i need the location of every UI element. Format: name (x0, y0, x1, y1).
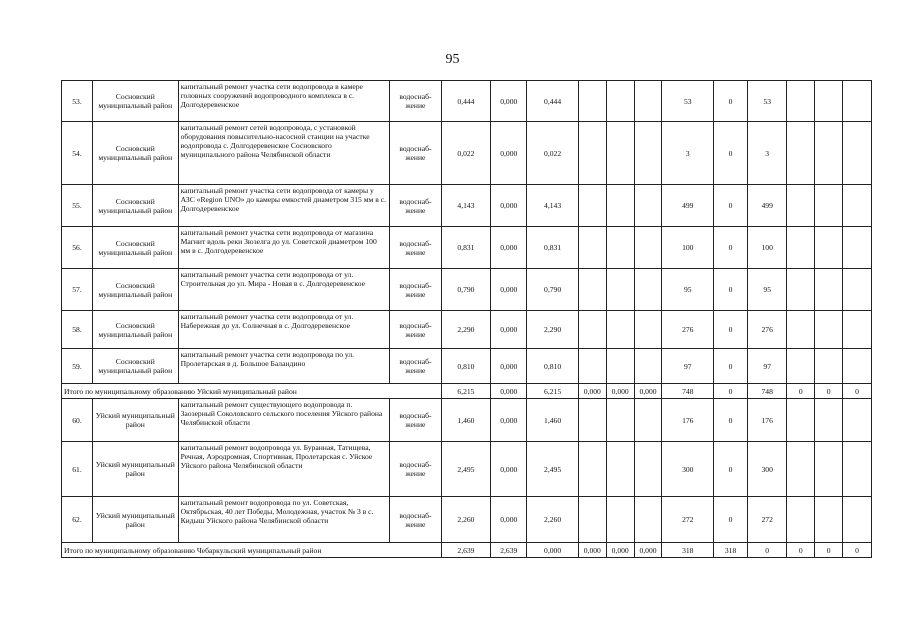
value-cell (843, 349, 872, 384)
value-cell (578, 349, 606, 384)
value-cell (843, 311, 872, 349)
value-cell: 97 (662, 349, 714, 384)
value-cell (578, 227, 606, 269)
value-cell (843, 442, 872, 497)
value-cell: 272 (662, 497, 714, 543)
page-number: 95 (445, 52, 460, 67)
value-cell: 0,000 (634, 384, 662, 399)
description-cell: капитальный ремонт участка сети водопровода в камере головных сооружений водопроводного комплекса в с. Долгодеревенское (178, 81, 390, 122)
service-type-cell: водоснаб-жение (390, 227, 442, 269)
value-cell (787, 81, 815, 122)
value-cell (606, 311, 634, 349)
value-cell: 499 (662, 185, 714, 227)
district-cell: Уйский муниципальный район (92, 442, 178, 497)
service-type-cell: водоснаб-жение (390, 442, 442, 497)
value-cell (815, 349, 843, 384)
district-cell: Сосновский муниципальный район (92, 311, 178, 349)
value-cell: 2,495 (441, 442, 491, 497)
value-cell (634, 497, 662, 543)
value-cell (634, 442, 662, 497)
value-cell (606, 227, 634, 269)
value-cell: 748 (748, 384, 787, 399)
value-cell: 176 (748, 399, 787, 442)
value-cell: 0,000 (606, 543, 634, 558)
value-cell: 0,000 (491, 311, 527, 349)
value-cell (606, 349, 634, 384)
district-cell: Сосновский муниципальный район (92, 185, 178, 227)
value-cell (843, 122, 872, 185)
district-cell: Сосновский муниципальный район (92, 122, 178, 185)
value-cell (843, 399, 872, 442)
value-cell (578, 442, 606, 497)
value-cell: 0 (714, 384, 748, 399)
value-cell: 100 (662, 227, 714, 269)
value-cell: 276 (662, 311, 714, 349)
value-cell: 0,790 (441, 269, 491, 311)
value-cell (787, 311, 815, 349)
value-cell: 95 (748, 269, 787, 311)
service-type-cell: водоснаб-жение (390, 349, 442, 384)
value-cell (606, 497, 634, 543)
district-cell: Сосновский муниципальный район (92, 227, 178, 269)
value-cell: 53 (662, 81, 714, 122)
value-cell: 0,000 (491, 349, 527, 384)
service-type-cell: водоснаб-жение (390, 399, 442, 442)
value-cell (815, 399, 843, 442)
value-cell: 0,000 (491, 122, 527, 185)
value-cell: 0,000 (491, 384, 527, 399)
value-cell: 0,022 (527, 122, 579, 185)
value-cell (606, 399, 634, 442)
value-cell: 3 (748, 122, 787, 185)
value-cell (578, 81, 606, 122)
value-cell: 0 (714, 442, 748, 497)
value-cell (815, 311, 843, 349)
value-cell: 6,215 (527, 384, 579, 399)
value-cell: 0 (748, 543, 787, 558)
table-row (62, 227, 872, 269)
value-cell (606, 122, 634, 185)
value-cell: 276 (748, 311, 787, 349)
value-cell (606, 185, 634, 227)
district-cell: Сосновский муниципальный район (92, 269, 178, 311)
value-cell: 0,831 (527, 227, 579, 269)
row-number: 54. (62, 122, 93, 185)
value-cell: 318 (662, 543, 714, 558)
value-cell (787, 185, 815, 227)
description-cell: капитальный ремонт участка сети водопровода от магазина Магнит вдоль реки Зюзелга до ул. Советской диаметром 100 мм в с. Долгодеревенское (178, 227, 390, 269)
value-cell (787, 349, 815, 384)
value-cell (578, 311, 606, 349)
value-cell: 0,790 (527, 269, 579, 311)
row-number: 55. (62, 185, 93, 227)
value-cell: 748 (662, 384, 714, 399)
value-cell: 0,000 (527, 543, 579, 558)
value-cell (815, 497, 843, 543)
value-cell (578, 122, 606, 185)
value-cell: 4,143 (441, 185, 491, 227)
value-cell: 3 (662, 122, 714, 185)
table-row (62, 399, 872, 442)
value-cell (787, 442, 815, 497)
value-cell (843, 81, 872, 122)
value-cell: 0 (714, 122, 748, 185)
value-cell: 0,000 (491, 442, 527, 497)
value-cell: 1,460 (527, 399, 579, 442)
value-cell: 0 (714, 497, 748, 543)
value-cell: 0,000 (606, 384, 634, 399)
value-cell: 0 (787, 543, 815, 558)
district-cell: Уйский муниципальный район (92, 497, 178, 543)
table-row (62, 349, 872, 384)
value-cell (634, 185, 662, 227)
row-number: 56. (62, 227, 93, 269)
service-type-cell: водоснаб-жение (390, 269, 442, 311)
value-cell: 0,000 (634, 543, 662, 558)
table-row (62, 497, 872, 543)
description-cell: капитальный ремонт участка сети водопровода от ул. Строительная до ул. Мира - Новая в с. Долгодеревенское (178, 269, 390, 311)
total-row (62, 543, 872, 558)
value-cell (815, 81, 843, 122)
value-cell: 0 (714, 399, 748, 442)
value-cell (634, 227, 662, 269)
value-cell: 0,810 (527, 349, 579, 384)
value-cell: 0 (714, 269, 748, 311)
value-cell: 4,143 (527, 185, 579, 227)
value-cell (634, 269, 662, 311)
value-cell: 300 (748, 442, 787, 497)
value-cell (634, 399, 662, 442)
description-cell: капитальный ремонт участка сети водопровода по ул. Пролетарская в д. Большое Баландино (178, 349, 390, 384)
value-cell: 0 (815, 384, 843, 399)
value-cell (606, 269, 634, 311)
value-cell: 0,000 (491, 185, 527, 227)
value-cell: 0,000 (491, 227, 527, 269)
value-cell: 100 (748, 227, 787, 269)
value-cell: 0 (843, 543, 872, 558)
value-cell (843, 497, 872, 543)
value-cell: 0 (714, 185, 748, 227)
value-cell (578, 399, 606, 442)
value-cell (843, 185, 872, 227)
district-cell: Сосновский муниципальный район (92, 81, 178, 122)
service-type-cell: водоснаб-жение (390, 122, 442, 185)
value-cell: 0,810 (441, 349, 491, 384)
value-cell (787, 227, 815, 269)
value-cell (787, 497, 815, 543)
value-cell: 0,000 (578, 543, 606, 558)
value-cell (815, 122, 843, 185)
value-cell: 0 (714, 81, 748, 122)
row-number: 61. (62, 442, 93, 497)
description-cell: капитальный ремонт водопровода ул. Буранная, Татищева, Речная, Аэродромная, Спортивная, Пролетарская с. Уйское Уйского района Челябинской области (178, 442, 390, 497)
value-cell: 176 (662, 399, 714, 442)
description-cell: капитальный ремонт участка сети водопровода от камеры у АЗС «Region UNO» до камеры емкостей диаметром 315 мм в с. Долгодеревенское (178, 185, 390, 227)
value-cell: 0 (714, 311, 748, 349)
value-cell: 2,290 (441, 311, 491, 349)
value-cell: 0,000 (491, 81, 527, 122)
description-cell: капитальный ремонт водопровода по ул. Советская, Октябрьская, 40 лет Победы, Молодежная, участок № 3 в с. Кидыш Уйского района Челябинской области (178, 497, 390, 543)
service-type-cell: водоснаб-жение (390, 311, 442, 349)
value-cell: 97 (748, 349, 787, 384)
row-number: 58. (62, 311, 93, 349)
row-number: 53. (62, 81, 93, 122)
value-cell: 0 (843, 384, 872, 399)
value-cell (787, 269, 815, 311)
value-cell: 0 (714, 227, 748, 269)
value-cell: 0,000 (491, 399, 527, 442)
value-cell (843, 269, 872, 311)
value-cell (578, 269, 606, 311)
value-cell (634, 81, 662, 122)
value-cell: 0,000 (578, 384, 606, 399)
value-cell (787, 399, 815, 442)
value-cell: 318 (714, 543, 748, 558)
value-cell (815, 185, 843, 227)
table-row (62, 185, 872, 227)
value-cell: 1,460 (441, 399, 491, 442)
row-number: 57. (62, 269, 93, 311)
value-cell: 0,831 (441, 227, 491, 269)
value-cell: 0,444 (527, 81, 579, 122)
value-cell: 2,260 (441, 497, 491, 543)
value-cell: 0,000 (491, 497, 527, 543)
table-row (62, 442, 872, 497)
row-number: 62. (62, 497, 93, 543)
value-cell: 2,639 (441, 543, 491, 558)
value-cell: 0 (815, 543, 843, 558)
value-cell (843, 227, 872, 269)
value-cell (815, 442, 843, 497)
value-cell: 6,215 (441, 384, 491, 399)
value-cell (815, 227, 843, 269)
value-cell: 0 (787, 384, 815, 399)
total-label: Итого по муниципальному образованию Чебаркульский муниципальный район (62, 543, 442, 558)
value-cell: 2,639 (491, 543, 527, 558)
value-cell: 0 (714, 349, 748, 384)
table-body (62, 81, 872, 558)
value-cell (634, 311, 662, 349)
value-cell (578, 497, 606, 543)
value-cell: 0,022 (441, 122, 491, 185)
district-cell: Сосновский муниципальный район (92, 349, 178, 384)
service-type-cell: водоснаб-жение (390, 81, 442, 122)
value-cell (634, 122, 662, 185)
value-cell: 2,495 (527, 442, 579, 497)
row-number: 59. (62, 349, 93, 384)
table-row (62, 122, 872, 185)
description-cell: капитальный ремонт участка сети водопровода от ул. Набережная до ул. Солнечная в с. Долгодеревенское (178, 311, 390, 349)
value-cell (815, 269, 843, 311)
district-cell: Уйский муниципальный район (92, 399, 178, 442)
table-row (62, 81, 872, 122)
value-cell: 0,444 (441, 81, 491, 122)
table-row (62, 311, 872, 349)
total-label: Итого по муниципальному образованию Уйский муниципальный район (62, 384, 442, 399)
value-cell (787, 122, 815, 185)
value-cell: 300 (662, 442, 714, 497)
description-cell: капитальный ремонт существующего водопровода п. Заозерный Соколовского сельского поселения Уйского района Челябинской области (178, 399, 390, 442)
value-cell: 2,290 (527, 311, 579, 349)
value-cell: 499 (748, 185, 787, 227)
value-cell (606, 81, 634, 122)
value-cell (578, 185, 606, 227)
value-cell: 53 (748, 81, 787, 122)
register-table (61, 80, 872, 558)
value-cell: 272 (748, 497, 787, 543)
value-cell: 0,000 (491, 269, 527, 311)
value-cell (634, 349, 662, 384)
row-number: 60. (62, 399, 93, 442)
service-type-cell: водоснаб-жение (390, 497, 442, 543)
value-cell: 2,260 (527, 497, 579, 543)
description-cell: капитальный ремонт сетей водопровода, с установкой оборудования повысительно-насосной станции на участке водопровода с. Долгодеревенское Сосновского муниципального района Челябинской области (178, 122, 390, 185)
value-cell: 95 (662, 269, 714, 311)
table-row (62, 269, 872, 311)
value-cell (606, 442, 634, 497)
total-row (62, 384, 872, 399)
service-type-cell: водоснаб-жение (390, 185, 442, 227)
